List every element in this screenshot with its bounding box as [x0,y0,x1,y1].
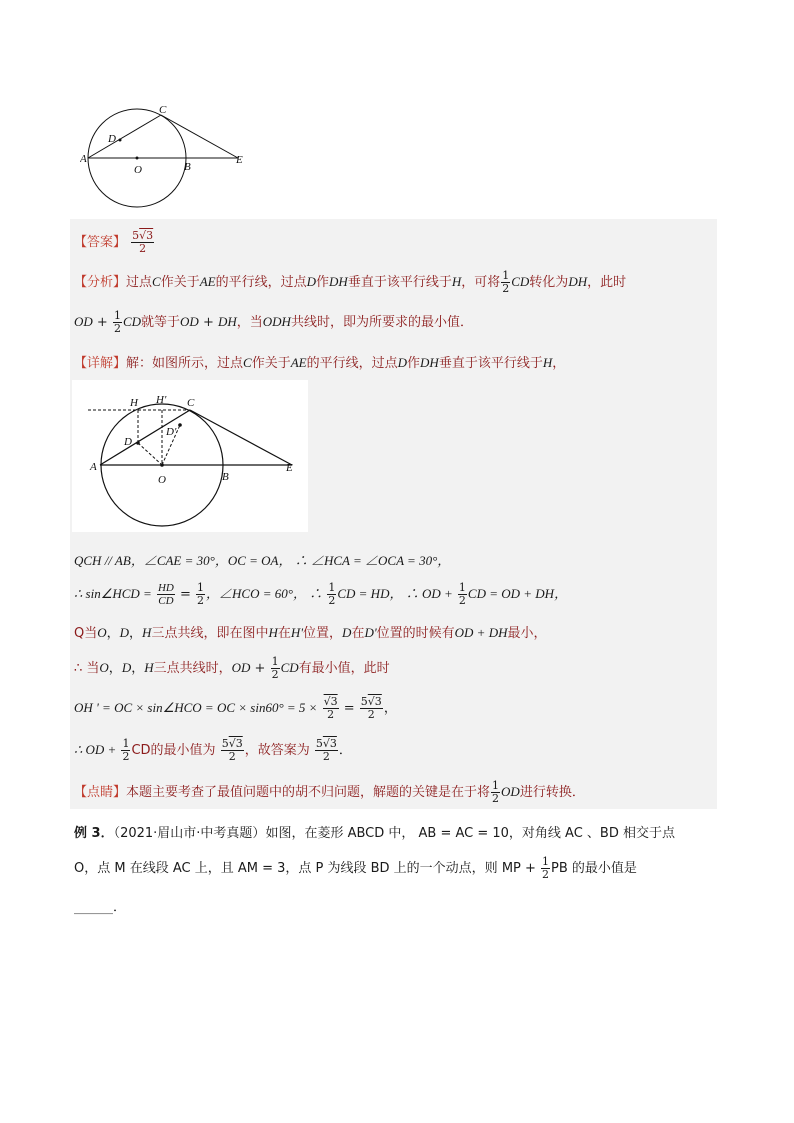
example3-source: （2021·眉山市·中考真题） [113,826,266,841]
step-3: Q当O，D，H三点共线，即在图中H在H'位置，D在D'位置的时候有OD + DH最小， [74,625,547,641]
comment-tag: 【点睛】 [74,785,127,800]
step-text: 位置的时候有 [376,626,455,641]
fig2-label-c: C [187,397,195,409]
analysis-text: 就等于 [141,315,181,330]
fig2-label-o: O [158,474,166,486]
fig2-label-h-prime: H' [156,394,167,406]
detail-text: 的平行线，过点 [306,356,398,371]
step-text: = [343,701,355,716]
step-1: QCH // AB，∠CAE = 30°，OC = OA， ∴ ∠HCA = ∠OCA = 30°， [74,553,451,568]
step-text: ，故答案为 [244,743,310,758]
analysis-text: ，可将 [461,275,501,290]
comment-line: 【点睛】本题主要考查了最值问题中的胡不归问题，解题的关键是在于将 $\frac{1}{2}$ OD进行转换． [74,779,585,805]
detail-text: 解：如图所示，过点 [126,356,244,371]
example3-blank [74,896,126,915]
fig1-label-e: E [236,154,243,166]
example3-text: PB 的最小值是 [551,861,637,876]
step-text: 有最小值，此时 [298,661,390,676]
figure-circle-1 [80,105,260,215]
step-text: ∴ sin∠HCD = [74,586,152,601]
fig1-label-d: D [108,133,116,145]
step-text: 位置， [303,626,343,641]
fig2-label-e: E [286,462,293,474]
example3-line-1 [74,822,675,841]
analysis-text: ，此时 [587,275,627,290]
detail-text: 作 [407,356,421,371]
step-text: CD = HD， ∴ OD + [337,586,453,601]
step-6: ∴ OD + $\frac{1}{2}$ CD的最小值为 $\frac{5√3}{2}$ ，故答案为 $\frac{5√3}{2}$ ． [74,737,352,763]
fig2-label-d-prime: D' [166,426,177,438]
fig1-label-b: B [184,161,191,173]
example3-text: 如图，在菱形 ABCD 中， AB = AC = 10，对角线 AC 、BD 相交于点 [265,826,675,841]
answer-blank: ______． [74,900,127,915]
fig2-label-a: A [90,461,97,473]
answer-line [74,230,155,255]
step-text: ∴ 当 [74,661,100,676]
answer-tag: 【答案】 [74,235,127,250]
detail-tag: 【详解】 [74,356,127,371]
analysis-text: 共线时，即为所要求的最小值． [290,315,473,330]
analysis-text: 的平行线，过点 [215,275,307,290]
fig2-label-h: H [130,397,138,409]
example3-label: 例 3． [74,826,114,841]
figure-circle-2 [80,385,305,530]
step-text: CD = OD + DH， [467,586,568,601]
step-text: OH ' = OC × sin∠HCO = OC × sin60° = 5 × [74,700,318,715]
detail-line-1: 【详解】解：如图所示，过点C作关于AE的平行线，过点D作DH垂直于该平行线于H， [74,355,566,371]
step-text: ∴ OD + [74,742,117,757]
fig2-label-d: D [124,436,132,448]
answer-fraction: $\frac{5√3}{2}$ [132,229,154,255]
analysis-text: 转化为 [529,275,569,290]
step-text: 在 [277,626,291,641]
step-4: ∴ 当O，D，H三点共线时，OD + $\frac{1}{2}$ CD有最小值，此时 [74,655,390,681]
analysis-text: ，当 [236,315,263,330]
fig2-label-b: B [222,471,229,483]
detail-text: 垂直于该平行线于 [438,356,543,371]
step-text: 三点共线，即在图中 [151,626,269,641]
analysis-line-2: OD + $\frac{1}{2}$ CD就等于OD + DH，当ODH共线时，即为所要求的最小值． [74,309,473,335]
step-text: 在 [351,626,365,641]
fig1-label-a: A [80,153,87,165]
step-text: CD的最小值为 [131,743,216,758]
analysis-line-1: 【分析】过点C作关于AE的平行线，过点D作DH垂直于该平行线于H，可将 $\frac{1}{2}$ CD转化为DH，此时 [74,269,627,295]
analysis-tag: 【分析】 [74,275,127,290]
step-2: ∴ sin∠HCD = $\frac{HD}{CD}$ = $\frac{1}{2}$ ，∠HCO = 60°， ∴ $\frac{1}{2}$ CD = HD， ∴ OD + $\frac{1}{2}$ CD = OD + DH， [74,581,568,607]
step-5: OH ' = OC × sin∠HCO = OC × sin60° = 5 × $\frac{√3}{2}$ = $\frac{5√3}{2}$ ， [74,695,397,721]
fig1-label-c: C [159,105,167,116]
comment-text: 进行转换． [519,785,585,800]
step-text: 三点共线时， [153,661,232,676]
analysis-text: 垂直于该平行线于 [347,275,452,290]
detail-text: 作关于 [251,356,291,371]
comment-text: 本题主要考查了最值问题中的胡不归问题，解题的关键是在于将 [126,785,491,800]
analysis-text: 过点 [126,275,153,290]
example3-text: O，点 M 在线段 AC 上，且 AM = 3，点 P 为线段 BD 上的一个动点，则 MP + [74,861,536,876]
analysis-text: 作 [316,275,330,290]
step-text: Q当 [74,626,98,641]
example3-line-2: O，点 M 在线段 AC 上，且 AM = 3，点 P 为线段 BD 上的一个动点，则 MP + $\frac{1}{2}$ PB 的最小值是 [74,855,637,881]
analysis-text: 作关于 [160,275,200,290]
fig1-label-o: O [134,164,142,176]
step-text: ，∠HCO = 60°， ∴ [206,586,323,601]
step-text: 最小， [507,626,547,641]
